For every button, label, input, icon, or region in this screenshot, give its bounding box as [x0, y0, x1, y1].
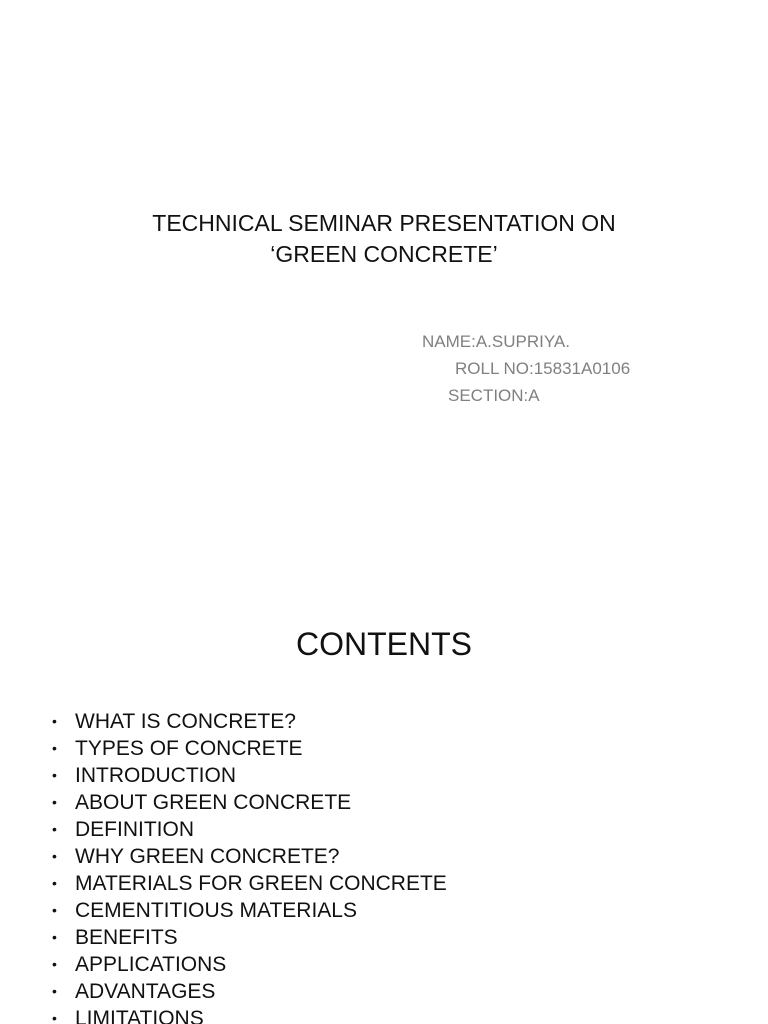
- bullet-icon: •: [52, 983, 57, 999]
- presenter-section: SECTION:A: [448, 386, 540, 405]
- list-item: • DEFINITION: [52, 818, 194, 841]
- list-item: • LIMITATIONS: [52, 1005, 447, 1024]
- presenter-name: NAME:A.SUPRIYA.: [422, 332, 570, 351]
- bullet-icon: •: [52, 713, 57, 729]
- list-item: • MATERIALS FOR GREEN CONCRETE: [52, 872, 447, 895]
- title-line-1: TECHNICAL SEMINAR PRESENTATION ON: [152, 210, 616, 236]
- bullet-icon: •: [52, 794, 57, 810]
- list-item: • BENEFITS: [52, 926, 178, 949]
- bullet-icon: •: [52, 902, 57, 918]
- bullet-icon: •: [52, 767, 57, 783]
- slide-title: [0, 208, 768, 270]
- bullet-icon: •: [52, 929, 57, 945]
- bullet-icon: •: [52, 956, 57, 972]
- bullet-icon: •: [52, 848, 57, 864]
- list-item: • WHAT IS CONCRETE?: [52, 710, 296, 733]
- list-item: • TYPES OF CONCRETE: [52, 737, 303, 760]
- list-item: • INTRODUCTION: [52, 764, 236, 787]
- bullet-icon: •: [52, 1010, 57, 1024]
- bullet-icon: •: [52, 821, 57, 837]
- list-item: • ABOUT GREEN CONCRETE: [52, 791, 352, 814]
- list-item: • CEMENTITIOUS MATERIALS: [52, 899, 357, 922]
- bullet-icon: •: [52, 740, 57, 756]
- presenter-roll-no: ROLL NO:15831A0106: [455, 359, 631, 378]
- list-item: • APPLICATIONS: [52, 953, 227, 976]
- contents-heading: CONTENTS: [296, 626, 472, 662]
- list-item: • ADVANTAGES: [52, 980, 216, 1003]
- bullet-icon: •: [52, 875, 57, 891]
- contents-list: [52, 708, 447, 1024]
- title-line-2: ‘GREEN CONCRETE’: [270, 241, 498, 267]
- list-item: • WHY GREEN CONCRETE?: [52, 845, 340, 868]
